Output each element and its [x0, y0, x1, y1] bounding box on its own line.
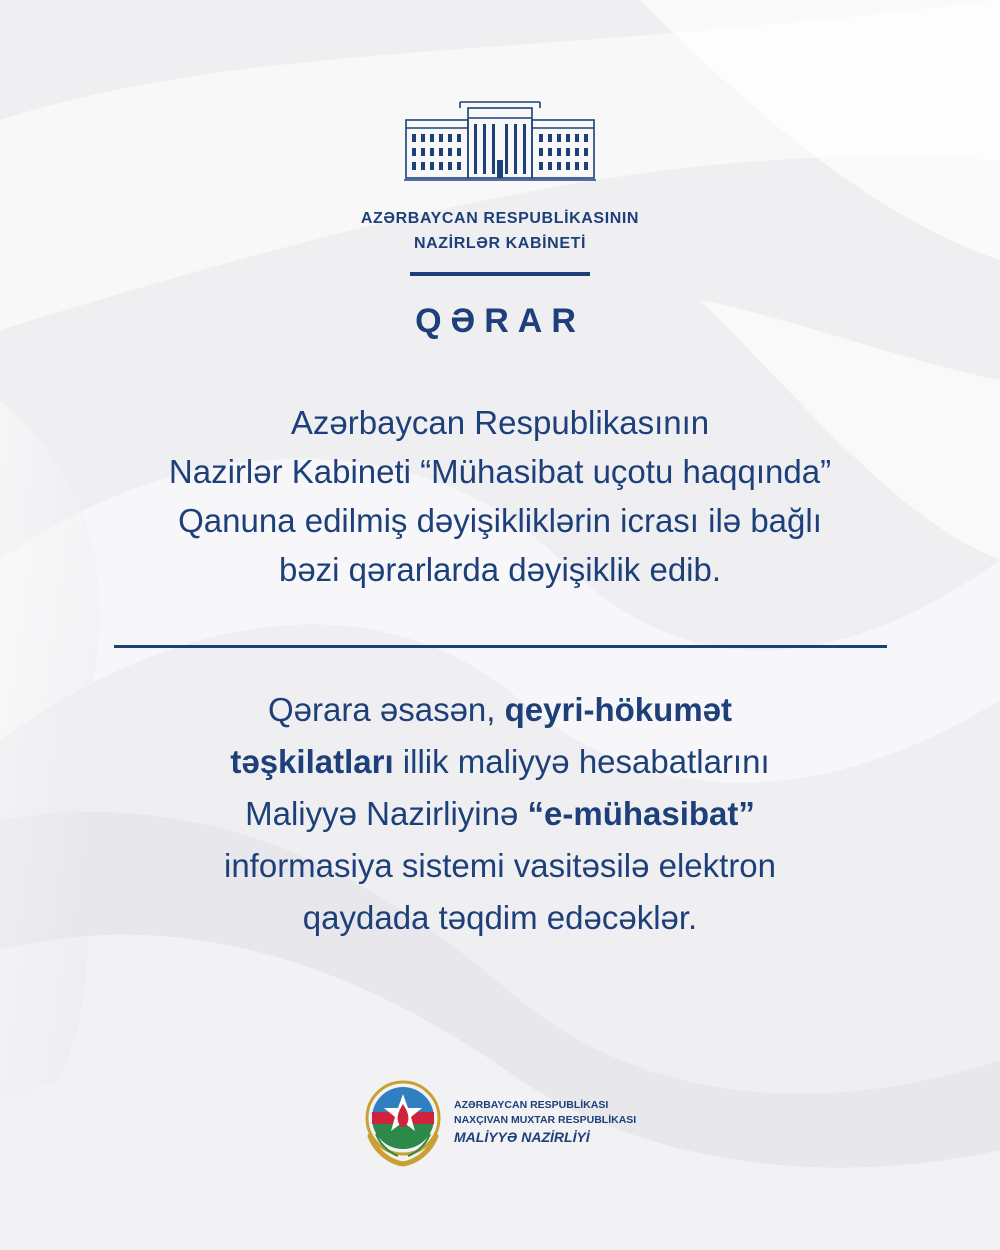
announcement-line-3: Qanuna edilmiş dəyişikliklərin icrası ilə bağlı	[178, 502, 822, 539]
state-emblem-icon	[362, 1076, 444, 1168]
org-line-1: AZƏRBAYCAN RESPUBLİKASININ	[360, 210, 640, 227]
announcement-line-4: bəzi qərarlarda dəyişiklik edib.	[278, 551, 722, 588]
org-line-2: NAZİRLƏR KABİNETİ	[413, 235, 587, 252]
decision-text-part-3: Maliyyə Nazirliyinə	[245, 795, 528, 832]
decision-highlight-system: “e-mühasibat”	[527, 795, 755, 832]
organization-name	[0, 206, 1000, 256]
announcement-text	[50, 398, 950, 594]
decision-highlight-organizations: təşkilatları	[230, 743, 394, 780]
page-title: QƏRAR	[415, 302, 585, 340]
decision-highlight-ngo: qeyri-hökumət	[504, 691, 732, 728]
announcement-line-2: Nazirlər Kabineti “Mühasibat uçotu haqqında”	[168, 453, 832, 490]
ministry-logo	[362, 1076, 662, 1176]
ministry-line-1: AZƏRBAYCAN RESPUBLİKASI	[454, 1099, 609, 1111]
ministry-name	[454, 1098, 636, 1145]
ministry-line-2: NAXÇIVAN MUXTAR RESPUBLİKASI	[454, 1114, 637, 1126]
decision-line-2	[50, 736, 950, 788]
section-divider	[114, 645, 887, 648]
decision-line-3	[50, 788, 950, 840]
ministry-line-3: MALİYYƏ NAZİRLİYİ	[454, 1129, 590, 1145]
decision-text	[50, 684, 950, 944]
decision-text-part-2: illik maliyyə hesabatlarını	[393, 743, 770, 780]
decision-text-part-1: Qərara əsasən,	[268, 691, 505, 728]
government-building-icon	[404, 100, 596, 182]
title-divider	[410, 272, 590, 276]
announcement-line-1: Azərbaycan Respublikasının	[290, 404, 710, 441]
decision-line-1	[50, 684, 950, 736]
decision-line-4: informasiya sistemi vasitəsilə elektron	[223, 847, 777, 884]
decision-line-5: qaydada təqdim edəcəklər.	[302, 899, 698, 936]
